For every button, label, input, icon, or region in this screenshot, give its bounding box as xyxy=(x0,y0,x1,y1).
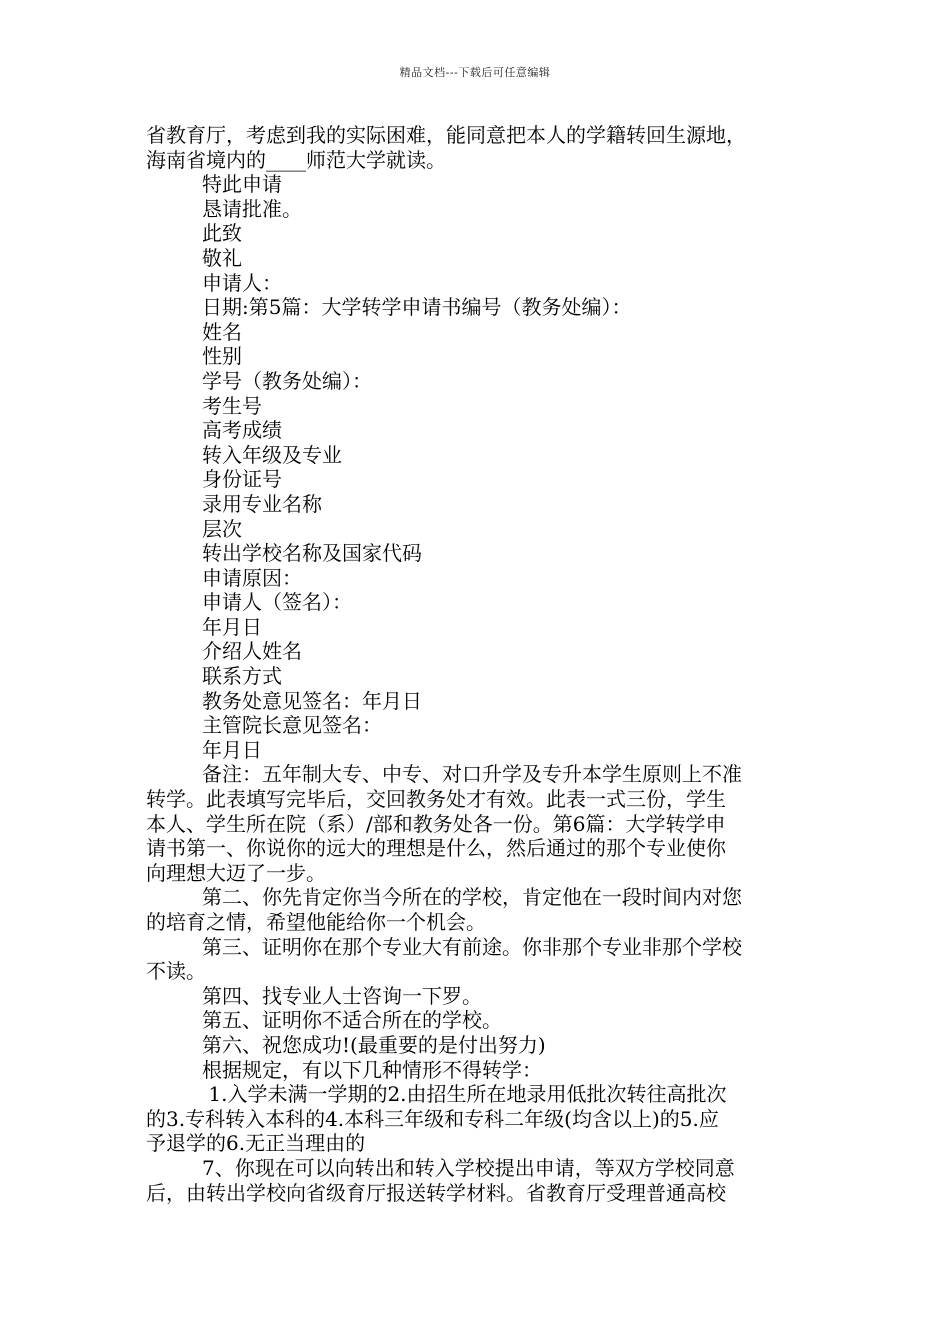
text-line: 申请人（签名）： xyxy=(202,590,352,615)
text-line: 敬礼 xyxy=(202,245,242,270)
text-line: 第六、祝您成功!(最重要的是付出努力) xyxy=(202,1032,546,1057)
text-line: 备注：五年制大专、中专、对口升学及专升本学生原则上不准 xyxy=(202,762,742,787)
text-line: 转出学校名称及国家代码 xyxy=(202,541,422,566)
text-line: 的培育之情，希望他能给你一个机会。 xyxy=(146,910,486,934)
text-line: 的3.专科转入本科的4.本科三年级和专科二年级(均含以上)的5.应 xyxy=(146,1106,719,1131)
text-line: 向理想大迈了一步。 xyxy=(146,860,326,885)
page-header: 精品文档---下载后可任意编辑 xyxy=(399,66,551,79)
text-line: 请书第一、你说你的远大的理想是什么，然后通过的那个专业使你 xyxy=(146,836,726,861)
text-line: 海南省境内的____师范大学就读。 xyxy=(146,147,446,172)
text-line: 高考成绩 xyxy=(202,418,282,443)
text-line: 第三、证明你在那个专业大有前途。你非那个专业非那个学校 xyxy=(202,934,742,959)
text-line: 主管院长意见签名： xyxy=(202,713,382,738)
text-line: 本人、学生所在院（系）/部和教务处各一份。第6篇：大学转学申 xyxy=(146,811,726,836)
text-line: 恳请批准。 xyxy=(202,196,302,221)
text-line: 学号（教务处编）： xyxy=(202,368,372,393)
text-line: 根据规定，有以下几种情形不得转学： xyxy=(202,1057,542,1082)
text-line: 介绍人姓名 xyxy=(202,639,302,664)
text-line: 层次 xyxy=(202,516,242,541)
text-line: 转学。此表填写完毕后，交回教务处才有效。此表一式三份，学生 xyxy=(146,787,726,812)
document-body xyxy=(146,123,811,1205)
text-line: 第四、找专业人士咨询一下罗。 xyxy=(202,983,482,1008)
text-line: 姓名 xyxy=(202,319,242,344)
text-line: 性别 xyxy=(202,344,242,369)
text-line: 年月日 xyxy=(202,737,262,762)
text-line: 考生号 xyxy=(202,393,262,418)
text-line: 1.入学未满一学期的2.由招生所在地录用低批次转往高批次 xyxy=(202,1082,727,1107)
text-line: 联系方式 xyxy=(202,664,282,689)
text-line: 年月日 xyxy=(202,614,262,639)
text-line: 第五、证明你不适合所在的学校。 xyxy=(202,1008,502,1033)
text-line: 日期:第5篇：大学转学申请书编号（教务处编）： xyxy=(202,295,632,320)
text-line: 教务处意见签名：年月日 xyxy=(202,688,422,713)
text-line: 申请原因： xyxy=(202,565,302,590)
text-line: 身份证号 xyxy=(202,467,282,492)
text-line: 第二、你先肯定你当今所在的学校，肯定他在一段时间内对您 xyxy=(202,885,742,910)
text-line: 予退学的6.无正当理由的 xyxy=(146,1131,366,1156)
text-line: 7、你现在可以向转出和转入学校提出申请，等双方学校同意 xyxy=(202,1155,735,1180)
text-line: 此致 xyxy=(202,221,242,246)
text-line: 省教育厅，考虑到我的实际困难，能同意把本人的学籍转回生源地， xyxy=(146,123,746,147)
text-line: 录用专业名称 xyxy=(202,491,322,516)
text-line: 不读。 xyxy=(146,959,206,984)
text-line: 特此申请 xyxy=(202,172,282,197)
text-line: 后，由转出学校向省级育厅报送转学材料。省教育厅受理普通高校 xyxy=(146,1180,726,1205)
text-line: 申请人： xyxy=(202,270,282,295)
text-line: 转入年级及专业 xyxy=(202,442,342,467)
